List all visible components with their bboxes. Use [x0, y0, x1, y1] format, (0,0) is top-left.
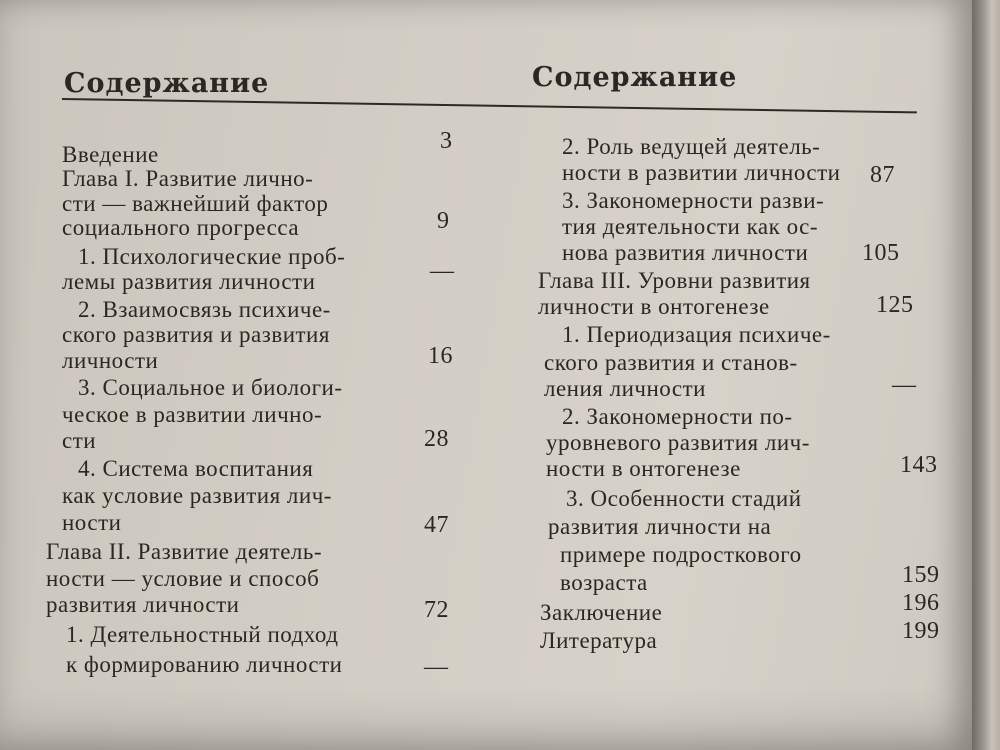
- toc-line: личности: [62, 348, 159, 373]
- toc-line: 1. Периодизация психиче-: [562, 322, 831, 347]
- page-number: 199: [902, 618, 940, 644]
- toc-line: Литература: [540, 628, 658, 653]
- toc-line: 2. Взаимосвязь психиче-: [78, 297, 331, 322]
- toc-line: ческое в развитии лично-: [62, 402, 323, 427]
- toc-line: к формированию личности: [66, 652, 343, 677]
- toc-line: 3. Социальное и биологи-: [78, 375, 343, 400]
- left-heading: Содержание: [64, 68, 270, 99]
- toc-line: Введение: [62, 142, 159, 167]
- page-number: 196: [902, 590, 940, 616]
- toc-line: Заключение: [540, 600, 663, 625]
- page-number: 125: [876, 292, 914, 318]
- page-number: —: [430, 258, 455, 284]
- toc-line: примере подросткового: [560, 542, 802, 567]
- toc-line: 3. Закономерности разви-: [562, 188, 825, 213]
- toc-line: ности — условие и способ: [46, 566, 320, 591]
- page-number: 159: [902, 562, 940, 588]
- toc-line: тия деятельности как ос-: [562, 214, 819, 239]
- page-number: 72: [424, 597, 449, 623]
- page-number: 3: [440, 128, 453, 154]
- toc-line: ности: [62, 510, 122, 535]
- page-number: 47: [424, 512, 449, 538]
- page-number: 16: [428, 343, 453, 369]
- toc-line: как условие развития лич-: [62, 483, 332, 508]
- toc-line: сти — важнейший фактор: [62, 191, 329, 216]
- toc-line: ности в развитии личности: [562, 160, 841, 185]
- page-number: 87: [870, 162, 895, 188]
- toc-line: социального прогресса: [62, 215, 300, 240]
- toc-line: 2. Закономерности по-: [562, 404, 793, 429]
- heading-rule: [62, 98, 917, 113]
- toc-line: возраста: [560, 570, 648, 595]
- toc-line: 2. Роль ведущей деятель-: [562, 134, 821, 159]
- page-number: 143: [900, 452, 938, 478]
- toc-line: уровневого развития лич-: [546, 430, 810, 455]
- toc-line: 3. Особенности стадий: [566, 486, 802, 511]
- toc-line: 1. Деятельностный подход: [66, 622, 339, 647]
- toc-line: 4. Система воспитания: [78, 456, 314, 481]
- toc-line: ского развития и станов-: [544, 350, 798, 375]
- toc-line: лемы развития личности: [62, 269, 316, 294]
- page-edge: [972, 0, 1000, 750]
- toc-line: нова развития личности: [562, 240, 809, 265]
- toc-line: Глава I. Развитие лично-: [62, 166, 314, 191]
- toc-line: ления личности: [544, 376, 706, 401]
- page-number: —: [424, 654, 449, 680]
- page-number: —: [892, 372, 917, 398]
- toc-line: Глава III. Уровни развития: [538, 268, 811, 293]
- page-number: 105: [862, 240, 900, 266]
- right-heading: Содержание: [532, 62, 738, 93]
- toc-line: сти: [62, 428, 97, 453]
- toc-line: развития личности на: [548, 514, 772, 539]
- toc-line: 1. Психологические проб-: [78, 244, 346, 269]
- page-number: 28: [424, 426, 449, 452]
- toc-line: личности в онтогенезе: [538, 294, 770, 319]
- toc-line: развития личности: [46, 592, 240, 617]
- toc-line: ского развития и развития: [62, 322, 330, 347]
- toc-line: Глава II. Развитие деятель-: [46, 539, 323, 564]
- toc-line: ности в онтогенезе: [546, 456, 741, 481]
- page-number: 9: [437, 208, 450, 234]
